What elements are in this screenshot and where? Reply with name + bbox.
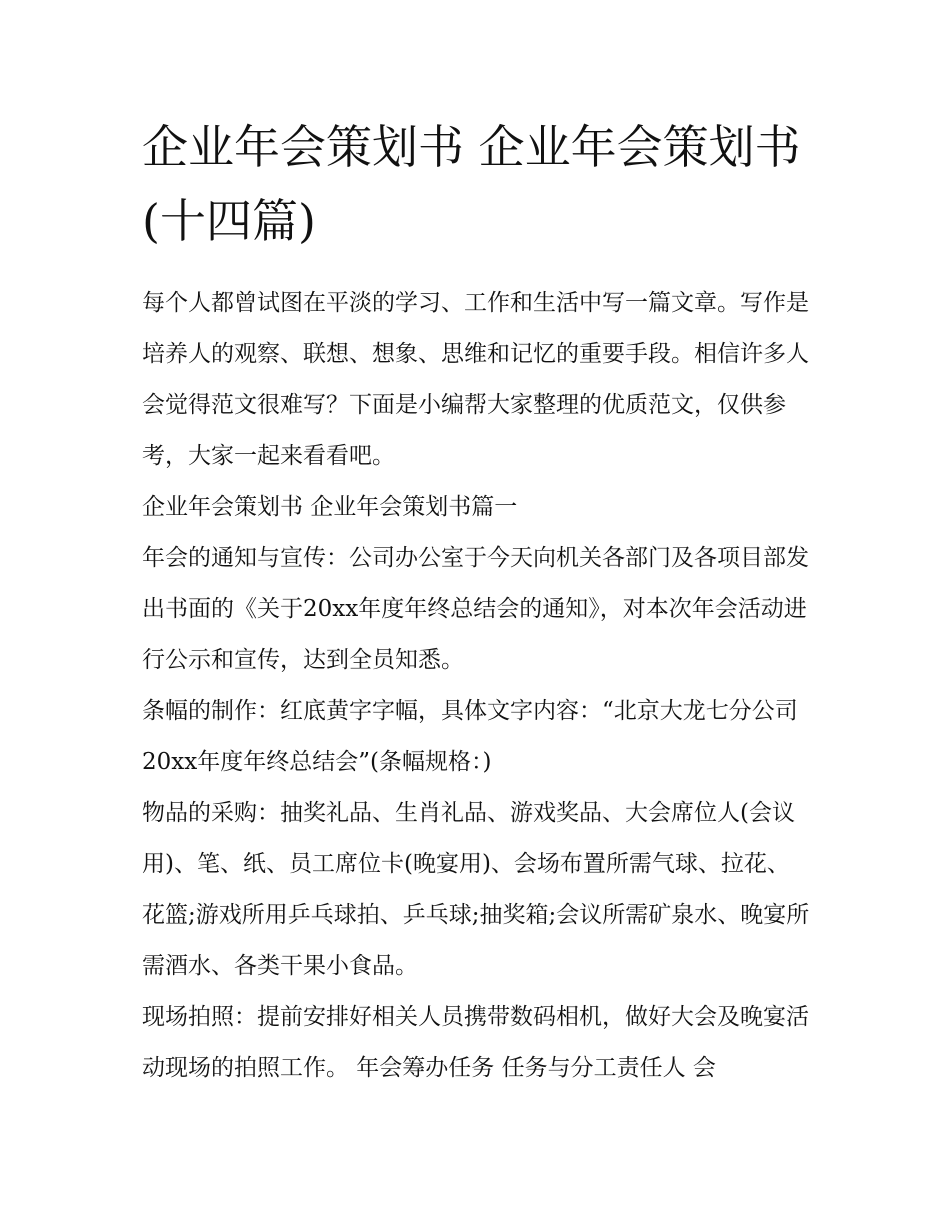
- notice-paragraph: 年会的通知与宣传：公司办公室于今天向机关各部门及各项目部发出书面的《关于20xx年度年终总结会的通知》，对本次年会活动进行公示和宣传，达到全员知悉。: [142, 545, 809, 673]
- intro-paragraph: 每个人都曾试图在平淡的学习、工作和生活中写一篇文章。写作是培养人的观察、联想、想象、思维和记忆的重要手段。相信许多人会觉得范文很难写？下面是小编帮大家整理的优质范文，仅供参考，大家一起来看看吧。: [142, 290, 809, 469]
- banner-paragraph: 条幅的制作：红底黄字字幅，具体文字内容：“北京大龙七分公司20xx年度年终总结会”(条幅规格：): [142, 698, 798, 775]
- document-body: [142, 110, 812, 1094]
- document-title: 企业年会策划书 企业年会策划书(十四篇): [142, 120, 801, 248]
- photo-paragraph: 现场拍照：提前安排好相关人员携带数码相机，做好大会及晚宴活动现场的拍照工作。 年会筹办任务 任务与分工责任人 会: [142, 1004, 809, 1081]
- purchase-paragraph: 物品的采购：抽奖礼品、生肖礼品、游戏奖品、大会席位人(会议用)、笔、纸、员工席位卡(晚宴用)、会场布置所需气球、拉花、花篮;游戏所用乒乓球拍、乒乓球;抽奖箱;会议所需矿泉水、晚宴所需酒水、各类干果小食品。: [142, 800, 810, 979]
- section-heading: 企业年会策划书 企业年会策划书篇一: [142, 494, 518, 520]
